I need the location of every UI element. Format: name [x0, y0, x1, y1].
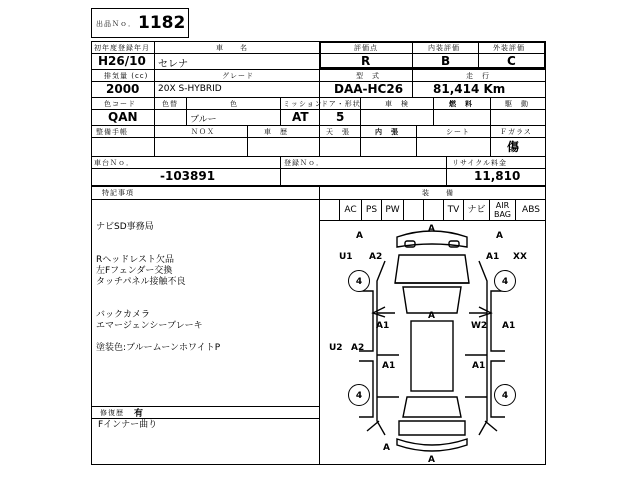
door-label: ドア・形状 — [321, 100, 361, 108]
note-line: エマージェンシーブレーキ — [96, 321, 203, 331]
tire-mark: 4 — [348, 384, 370, 406]
inspection-label: 車 検 — [385, 100, 409, 108]
equip-ps: PS — [361, 199, 381, 221]
front-glass: 傷 — [507, 140, 520, 154]
note-line — [96, 299, 220, 310]
tire-mark: 4 — [494, 384, 516, 406]
equip-ac: AC — [339, 199, 361, 221]
transmission-label: ミッション — [283, 100, 323, 108]
repair-history-label: 修復歴 — [100, 409, 124, 417]
mark: W2 — [471, 321, 488, 331]
mark: A — [356, 231, 363, 241]
registration-label: 登録Ｎｏ． — [284, 159, 324, 167]
color-code-label: 色コード — [104, 100, 136, 108]
exterior-grade-label: 外装評価 — [493, 44, 525, 52]
note-line: バックカメラ — [96, 310, 151, 320]
mark: A — [428, 224, 435, 234]
exterior-grade: C — [507, 54, 516, 68]
mark: A1 — [486, 252, 500, 262]
model-code-label: 型 式 — [356, 72, 380, 80]
fuel-label: 燃 料 — [449, 100, 473, 108]
mileage: 81,414 Km — [433, 82, 506, 96]
color-label: 色 — [230, 100, 238, 108]
notes-label: 特記事項 — [102, 189, 134, 197]
note-line: Rヘッドレスト欠品 — [96, 255, 174, 265]
displacement-label: 排気量 (cc) — [104, 72, 149, 80]
tire-mark: 4 — [348, 270, 370, 292]
transmission: AT — [292, 110, 309, 124]
doors: 5 — [336, 110, 345, 124]
note-line — [96, 233, 220, 244]
interior-grade-label: 内装評価 — [428, 44, 460, 52]
recycle-fee: 11,810 — [474, 169, 521, 183]
mark: A1 — [376, 321, 390, 331]
equip-navi: ナビ — [463, 199, 489, 221]
notes-text — [96, 222, 220, 354]
mark: A — [496, 231, 503, 241]
lot-number-label: 出品Ｎｏ． — [96, 20, 136, 28]
lot-number-box — [91, 8, 189, 38]
service-book-label: 整備手帳 — [96, 128, 128, 136]
headliner-label: 天 張 — [326, 128, 350, 136]
model-code: DAA-HC26 — [334, 82, 404, 96]
grade: 20X S-HYBRID — [158, 84, 222, 94]
chassis-label: 車台Ｎｏ． — [94, 159, 134, 167]
color-code: QAN — [108, 110, 138, 124]
front-glass-label: Ｆガラス — [500, 128, 532, 136]
equip-pw: PW — [381, 199, 403, 221]
note-line: ナビSD事務局 — [96, 222, 154, 232]
mark: A — [383, 443, 390, 453]
color-change-label: 色替 — [162, 100, 178, 108]
car-name: セレナ — [158, 59, 188, 70]
score-label: 評価点 — [354, 44, 378, 52]
grade-label: グレード — [222, 72, 254, 80]
equip-abs: ABS — [515, 199, 546, 221]
chassis-number: -103891 — [160, 169, 216, 183]
repair-history: 有 — [134, 409, 144, 419]
mileage-label: 走 行 — [466, 72, 490, 80]
nox-label: ＮＯＸ — [191, 128, 215, 136]
mark: U2 — [329, 343, 343, 353]
note-line: タッチパネル接触不良 — [96, 277, 186, 287]
mark: A1 — [472, 361, 486, 371]
mark: A2 — [369, 252, 383, 262]
note-line — [96, 244, 220, 255]
color-name: ブルー — [190, 115, 217, 125]
mark: A2 — [351, 343, 365, 353]
equip-tv: TV — [443, 199, 463, 221]
mark: A — [428, 455, 435, 465]
note-line: 塗装色:ブルームーンホワイトP — [96, 343, 221, 353]
equip-blank-1 — [403, 199, 423, 221]
mark: U1 — [339, 252, 353, 262]
note-line — [96, 332, 220, 343]
lot-number: 1182 — [138, 13, 186, 33]
mark: A1 — [382, 361, 396, 371]
tire-mark: 4 — [494, 270, 516, 292]
displacement: 2000 — [106, 82, 140, 96]
equip-airbag: AIR BAG — [489, 199, 515, 221]
mark: XX — [513, 252, 527, 262]
score: R — [361, 54, 371, 68]
equipment-label: 装 備 — [422, 189, 454, 197]
history-label: 車 歴 — [264, 128, 288, 136]
equip-blank-2 — [423, 199, 443, 221]
repair-detail: Fインナー曲り — [98, 420, 158, 430]
interior-grade: B — [441, 54, 451, 68]
car-name-label: 車 名 — [216, 44, 248, 52]
trim-label: 内 張 — [375, 128, 399, 136]
first-registration-label: 初年度登録年月 — [94, 44, 150, 52]
seat-label: シート — [446, 128, 470, 136]
drive-label: 駆 動 — [505, 100, 529, 108]
mark: A — [428, 311, 435, 321]
recycle-fee-label: リサイクル料金 — [452, 159, 508, 167]
note-line: 左Fフェンダー交換 — [96, 266, 173, 276]
first-registration: H26/10 — [98, 54, 146, 68]
equipment-row — [319, 199, 546, 221]
mark: A1 — [502, 321, 516, 331]
note-line — [96, 288, 220, 299]
